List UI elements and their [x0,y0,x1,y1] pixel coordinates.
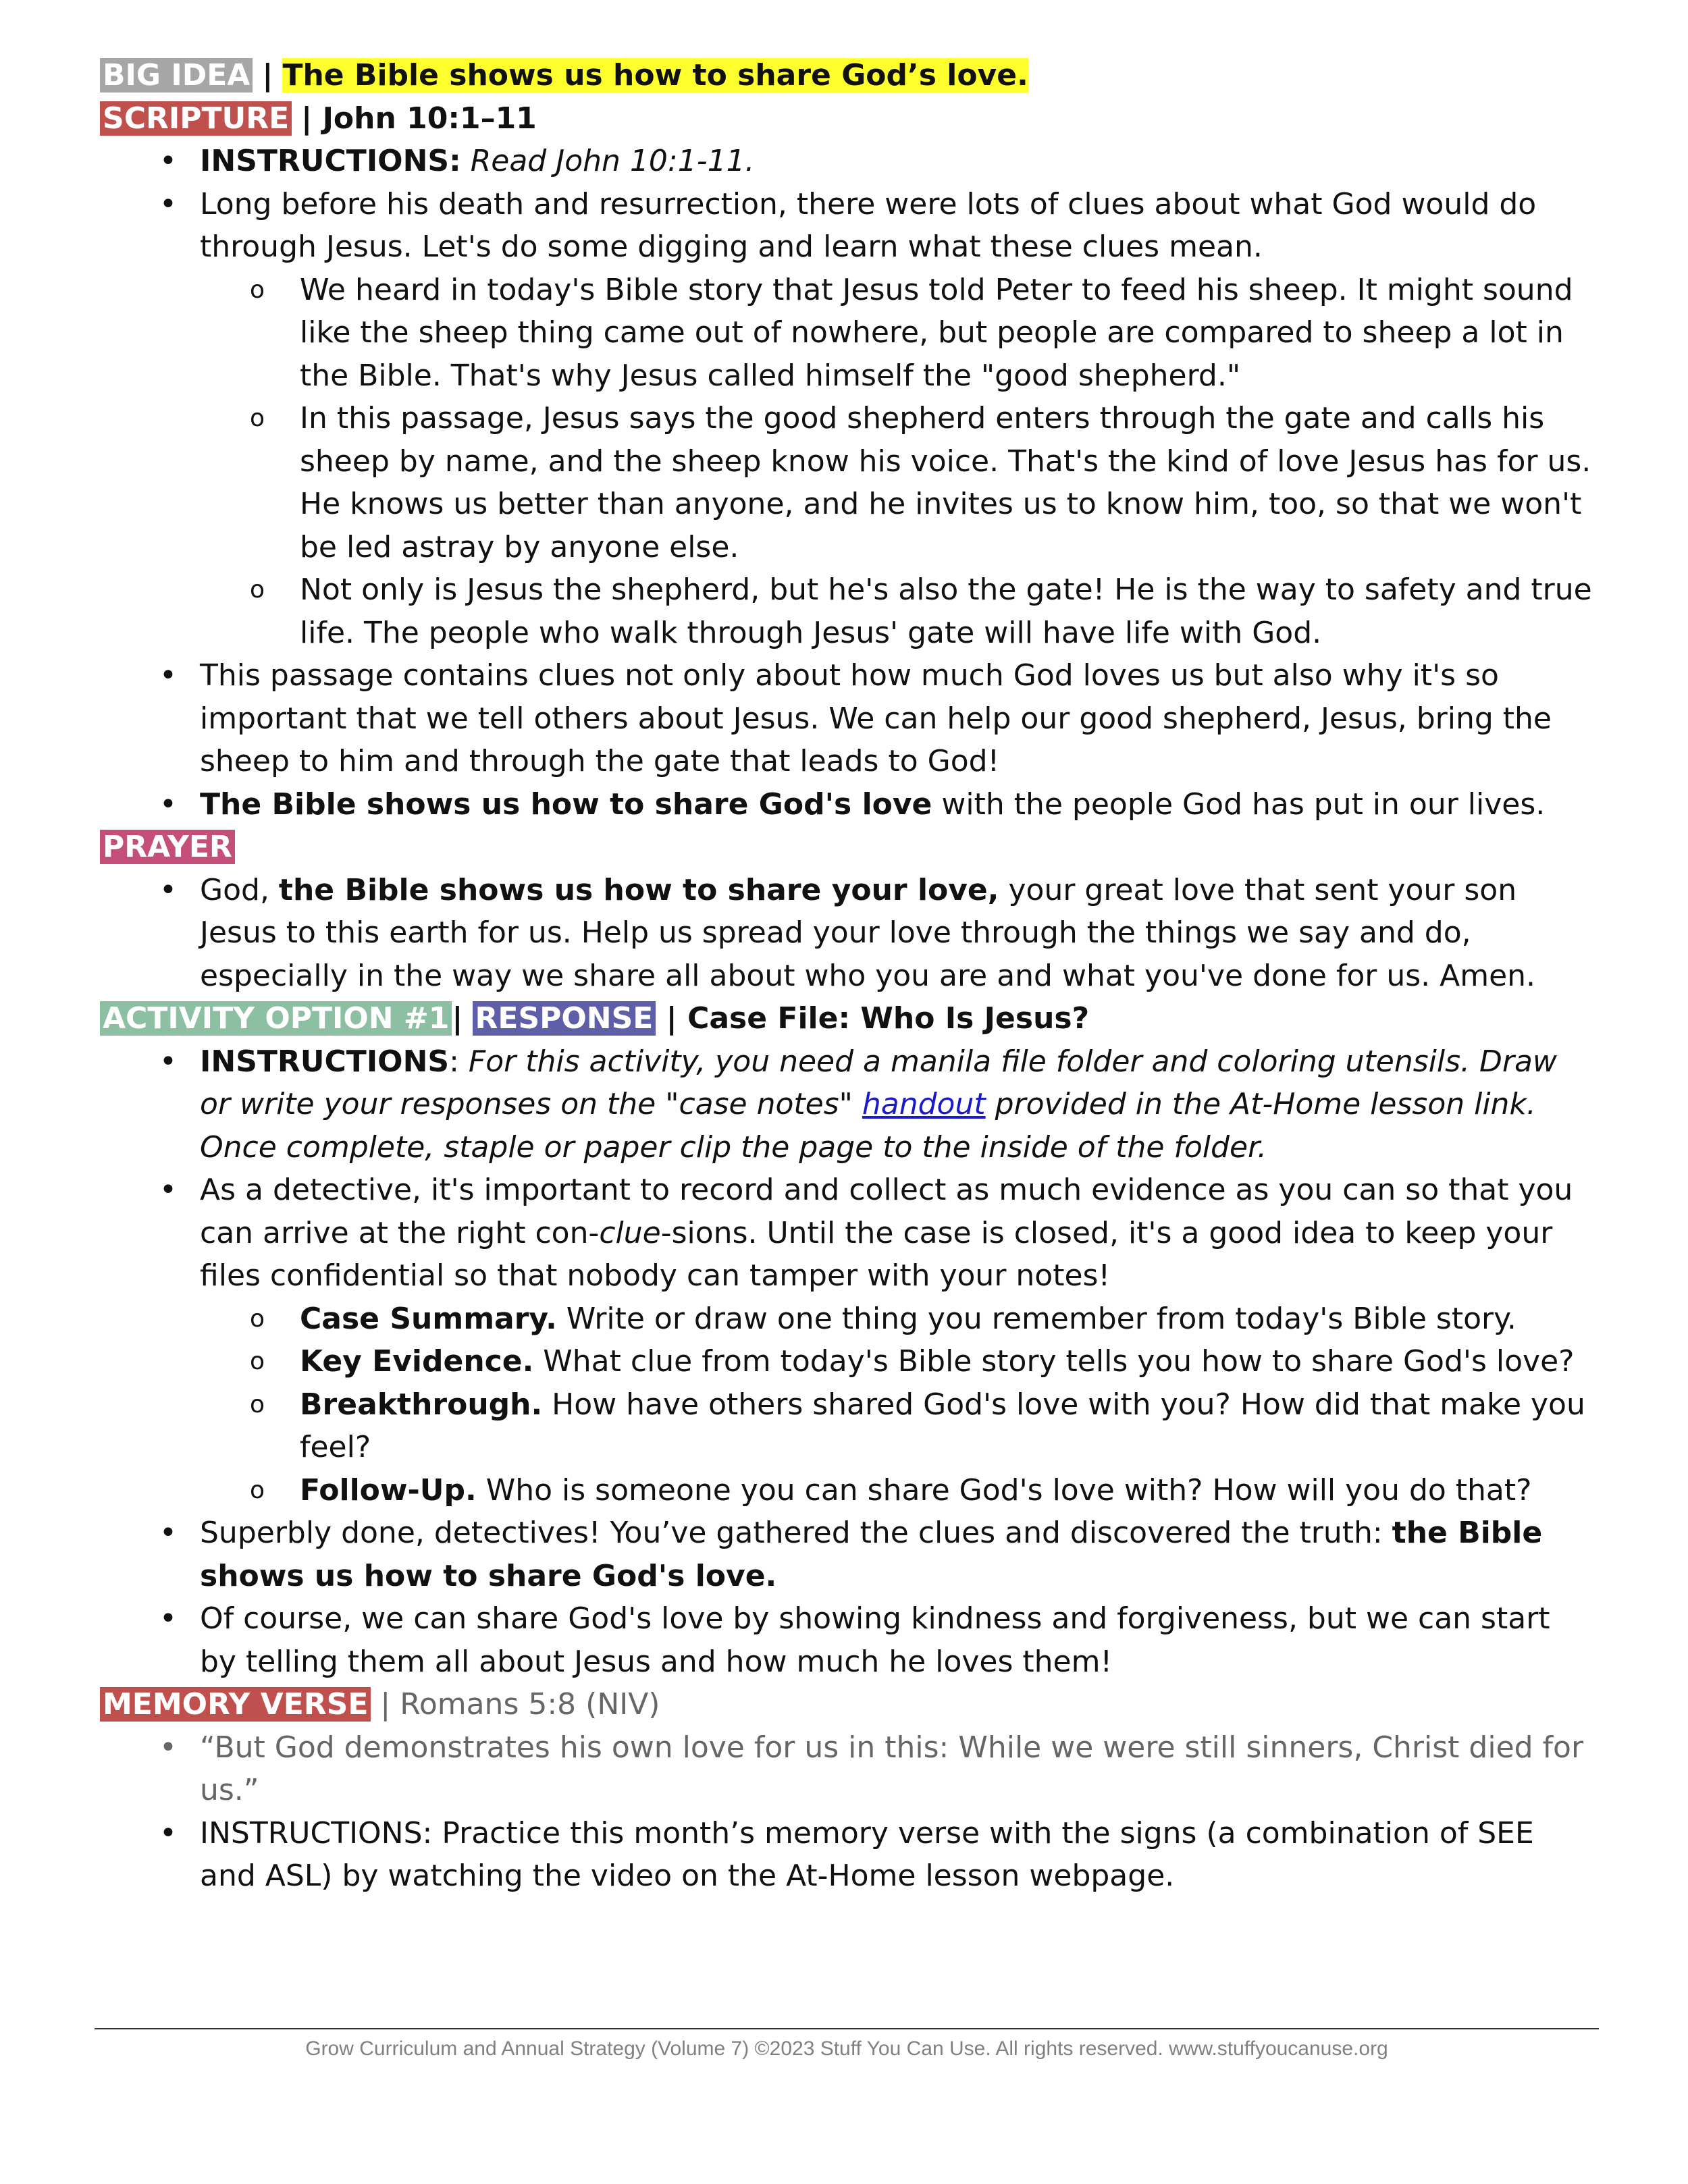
activity-separator: | [656,1001,688,1036]
prayer-heading [100,826,1592,869]
document-body [100,54,1592,1898]
scripture-reference: John 10:1–11 [322,101,537,136]
list-item [100,1512,1592,1597]
list-item [100,654,1592,783]
scripture-separator: | [301,101,323,136]
activity-label: ACTIVITY OPTION #1 [100,1001,452,1036]
prayer-text: God, [200,872,279,907]
big-idea-heading [100,54,1592,97]
case-file-item-text: How have others shared God's love with you? How did that make you feel? [300,1387,1585,1464]
clue-word: clue [599,1215,661,1250]
scripture-subpoint: We heard in today's Bible story that Jesus told Peter to feed his sheep. It might sound like the sheep thing came out of nowhere, but people are compared to sheep a lot in the Bible. That's why Jesus called himself the "good shepherd." [300,272,1573,393]
activity-paragraph: Superbly done, detectives! You’ve gathered the clues and discovered the truth: [200,1516,1392,1550]
activity-paragraph: Of course, we can share God's love by showing kindness and forgiveness, but we can start by telling them all about Jesus and how much he loves them! [200,1601,1550,1679]
big-idea-text: The Bible shows us how to share God’s love. [282,58,1028,92]
scripture-paragraph: Long before his death and resurrection, there were lots of clues about what God would do through Jesus. Let's do some digging and learn what these clues mean. [200,186,1537,264]
list-item [100,869,1592,998]
case-file-item-text: Who is someone you can share God's love with? How will you do that? [476,1472,1532,1508]
handout-link[interactable]: handout [862,1087,986,1121]
prayer-text: your great love that sent your son Jesus to this earth for us. Help us spread your love through the things we say and do, especially in the way we share all about who you are and what you've done for us. Amen. [200,872,1536,993]
footer [95,2028,1599,2060]
case-file-item-label: Follow-Up. [300,1472,477,1508]
instructions-text: provided in the At-Home lesson link. Once complete, staple or paper clip the page to the inside of the folder. [200,1087,1536,1165]
memory-verse-label: MEMORY VERSE [100,1687,371,1722]
sublist-item [200,397,1592,568]
activity-title: Case File: Who Is Jesus? [687,1001,1090,1036]
instructions-label: INSTRUCTIONS [200,1044,450,1079]
case-file-item [200,1383,1592,1469]
scripture-paragraph: This passage contains clues not only about how much God loves us but also why it's so important that we tell others about Jesus. We can help our good shepherd, Jesus, bring the sheep to him and through the gate that leads to God! [200,658,1552,778]
response-label: RESPONSE [473,1001,656,1036]
scripture-paragraph: with the people God has put in our lives. [932,787,1546,822]
sublist-item [200,568,1592,654]
scripture-label: SCRIPTURE [100,101,292,136]
instructions-text: Read John 10:1-11. [470,144,755,178]
activity-pipe: | [452,1001,463,1036]
scripture-sublist [200,269,1592,655]
case-file-item-label: Breakthrough. [300,1387,543,1422]
activity-paragraph: As a detective, it's important to record and collect as much evidence as you can so that you can arrive at the right con- [200,1173,1573,1250]
list-item [100,1169,1592,1512]
instructions-colon: : [449,1044,469,1079]
big-idea-label: BIG IDEA [100,58,253,92]
scripture-subpoint: Not only is Jesus the shepherd, but he's also the gate! He is the way to safety and true life. The people who walk through Jesus' gate will have life with God. [300,572,1592,650]
scripture-heading [100,97,1592,140]
activity-paragraph: -sions. Until the case is closed, it's a good idea to keep your files confidential so that nobody can tamper with your notes! [200,1215,1553,1293]
memory-verse-reference: Romans 5:8 (NIV) [400,1687,660,1722]
case-file-item-text: What clue from today's Bible story tells you how to share God's love? [533,1344,1575,1379]
activity-list [100,1040,1592,1684]
case-file-item-text: Write or draw one thing you remember from today's Bible story. [556,1301,1516,1336]
case-file-item-label: Case Summary. [300,1301,557,1336]
big-idea-restated: The Bible shows us how to share God's love [200,787,932,822]
case-file-item [200,1469,1592,1512]
memory-verse-list [100,1726,1592,1898]
prayer-label: PRAYER [100,830,235,864]
scripture-subpoint: In this passage, Jesus says the good shepherd enters through the gate and calls his sheep by name, and the sheep know his voice. That's the kind of love Jesus has for us. He knows us better than anyone, and he invites us to know him, too, so that we won't be led astray by anyone else. [300,401,1591,564]
memory-verse-heading [100,1683,1592,1726]
big-idea-separator: | [262,58,273,92]
footer-text: Grow Curriculum and Annual Strategy (Volume 7) ©2023 Stuff You Can Use. All rights reserved. www.stuffyoucanuse.org [305,2037,1388,2060]
sublist-item [200,269,1592,398]
list-item [100,140,1592,183]
prayer-bold-text: the Bible shows us how to share your love, [278,872,999,907]
memory-verse-separator: | [371,1687,400,1722]
case-file-list [200,1298,1592,1512]
case-file-item [200,1298,1592,1341]
instructions-text: For this activity, you need a manila file folder and coloring utensils. Draw or write your responses on the "case notes" [200,1044,1557,1121]
prayer-list [100,869,1592,998]
memory-verse-instructions: INSTRUCTIONS: Practice this month’s memory verse with the signs (a combination of SEE and ASL) by watching the video on the At-Home lesson webpage. [200,1815,1534,1893]
activity-heading [100,997,1592,1040]
case-file-item [200,1340,1592,1383]
memory-verse-text: “But God demonstrates his own love for us in this: While we were still sinners, Christ died for us.” [200,1730,1584,1807]
case-file-item-label: Key Evidence. [300,1344,534,1379]
list-item [100,783,1592,826]
list-item [100,1812,1592,1898]
list-item [100,183,1592,655]
scripture-list [100,140,1592,826]
big-idea-restated: the Bible shows us how to share God's love. [200,1516,1543,1593]
instructions-label: INSTRUCTIONS: [200,144,461,178]
list-item [100,1726,1592,1812]
list-item [100,1040,1592,1169]
list-item [100,1597,1592,1683]
